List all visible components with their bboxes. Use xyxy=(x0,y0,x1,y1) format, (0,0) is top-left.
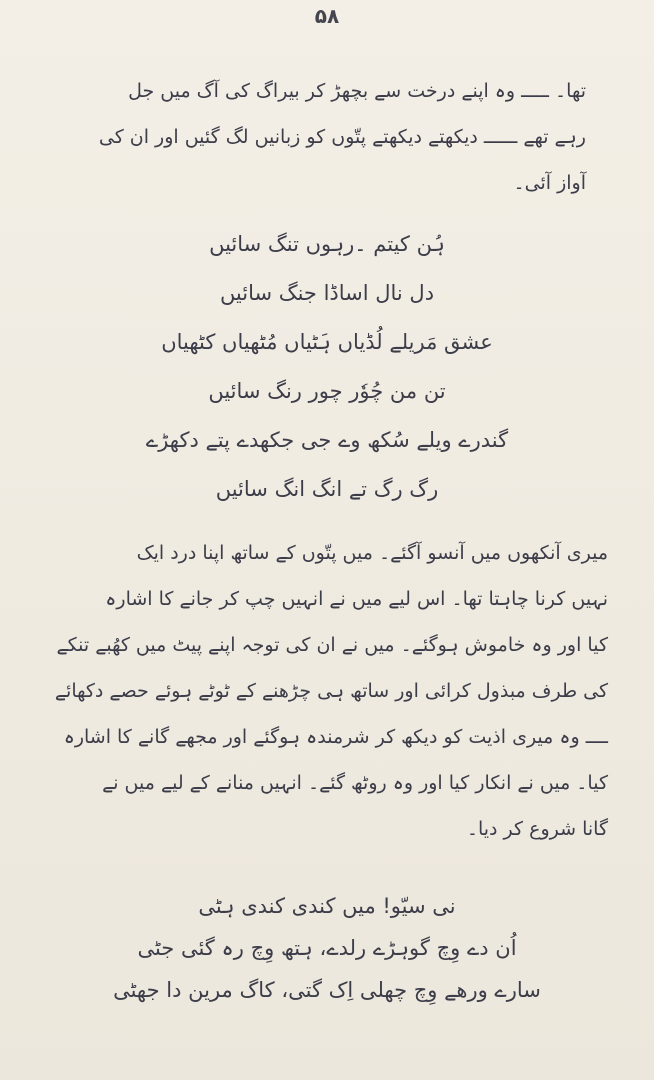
paragraph-opening xyxy=(99,68,586,206)
text-line: کیا اور وہ خاموش ہوگئے۔ میں نے ان کی توجہ اپنے پیٹ میں کھُبے تنکے xyxy=(56,634,608,656)
text-line: تھا۔ ـــــ وہ اپنے درخت سے بچھڑ کر بیراگ کی آگ میں جل xyxy=(128,80,586,102)
text-line: کیا۔ میں نے انکار کیا اور وہ روٹھ گئے۔ انہیں منانے کے لیے میں نے xyxy=(102,772,608,794)
page-number: ۵۸ xyxy=(314,4,340,28)
verse-block-2 xyxy=(0,885,654,1011)
verse-line: عشق مَریلے لُڈیاں ہَٹیاں مُٹھیاں کٹھیاں xyxy=(161,330,493,354)
text-line: نہیں کرنا چاہتا تھا۔ اس لیے میں نے انہیں چپ کر جانے کا اشارہ xyxy=(105,588,608,610)
text-line: گانا شروع کر دیا۔ xyxy=(466,818,608,840)
verse-line: سارے ورھے وِچ چھلی اِک گتی، کاگ مرین دا جھٹی xyxy=(113,978,541,1002)
text-line: آواز آئی۔ xyxy=(513,172,586,194)
verse-line: اُن دے وِچ گوہڑے رلدے، ہتھ وِچ رہ گئی جٹی xyxy=(137,936,517,960)
verse-block-1 xyxy=(0,220,654,514)
verse-line: گندرے ویلے سُکھ وے جی جکھدے پتے دکھڑے xyxy=(145,428,509,452)
text-line: ــــ وہ میری اذیت کو دیکھ کر شرمندہ ہوگئے اور مجھے گانے کا اشارہ xyxy=(63,726,608,748)
text-line: رہے تھے ــــــ دیکھتے دیکھتے پتّوں کو زبانیں لگ گئیں اور ان کی xyxy=(98,126,586,148)
text-line: میری آنکھوں میں آنسو آگئے۔ میں پتّوں کے ساتھ اپنا درد ایک xyxy=(136,542,608,564)
verse-line: رگ رگ تے انگ انگ سائیں xyxy=(215,477,439,501)
verse-line: تن من چُوٗر چور رنگ سائیں xyxy=(208,379,446,403)
text-line: کی طرف مبذول کرائی اور ساتھ ہی چڑھنے کے ٹوٹے ہوئے حصے دکھائے xyxy=(54,680,608,702)
verse-line: نی سیّو! میں کندی کندی ہٹی xyxy=(198,894,456,918)
paragraph-main xyxy=(55,530,608,852)
verse-line: ہُن کیتم ۔رہوں تنگ سائیں xyxy=(209,232,445,256)
verse-line: دل نال اساڈا جنگ سائیں xyxy=(219,281,435,305)
